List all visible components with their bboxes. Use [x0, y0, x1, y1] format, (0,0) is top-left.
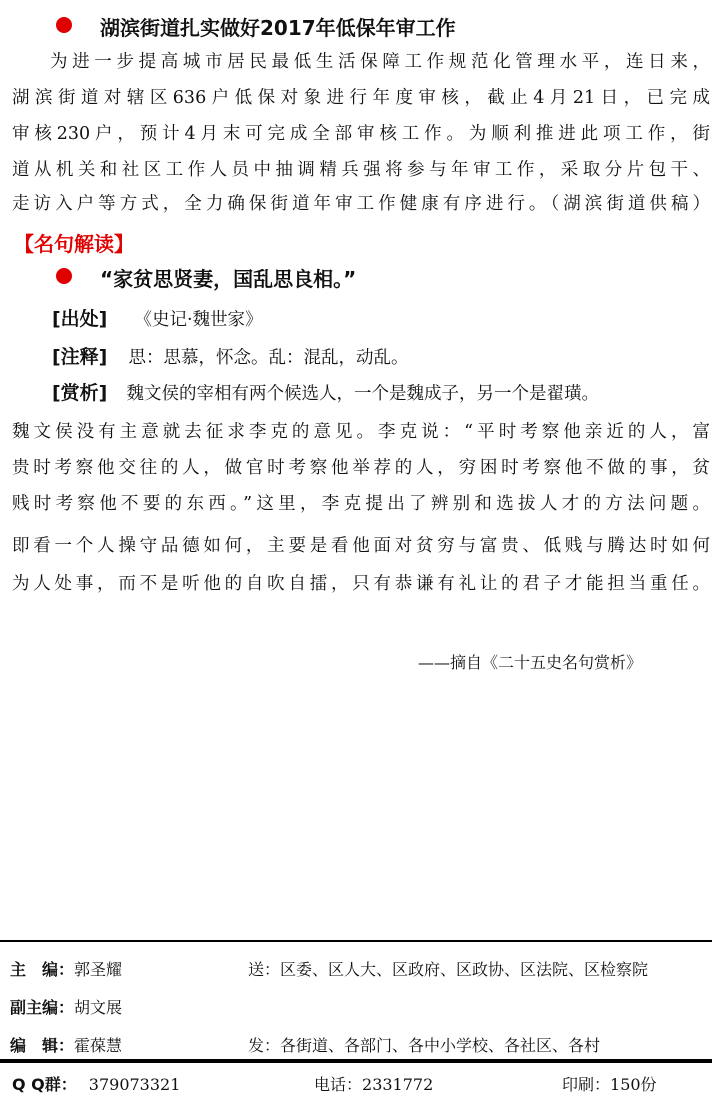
qq-number: 379073321: [88, 1075, 181, 1094]
qq-label: Q Q群：: [12, 1075, 77, 1094]
editor-name: 霍葆慧: [74, 1036, 123, 1055]
phone: [314, 1072, 433, 1095]
notes-row: [52, 342, 712, 369]
chief-editor-label: 主 编：: [10, 960, 75, 979]
news-line: 走访入户等方式，全力确保街道年审工作健康有序进行。（湖滨街道供稿）: [12, 194, 710, 214]
print-label: 印刷：: [562, 1075, 611, 1094]
origin-text: 《史记·魏世家》: [134, 310, 263, 330]
send-to: [248, 957, 648, 980]
chief-editor: [10, 957, 122, 980]
phone-number: 2331772: [362, 1075, 434, 1094]
news-line: 湖滨街道对辖区636户低保对象进行年度审核，截止4月21日，已完成: [12, 88, 710, 108]
analysis-line: 魏文侯没有主意就去征求李克的意见。李克说：“平时考察他亲近的人，富: [12, 422, 710, 442]
analysis-line: 为人处事，而不是听他的自吹自擂，只有恭谦有礼让的君子才能担当重任。: [12, 574, 710, 594]
news-line: 为进一步提高城市居民最低生活保障工作规范化管理水平，连日来，: [50, 52, 710, 72]
analysis-text: 魏文侯的宰相有两个候选人，一个是魏成子，另一个是翟璜。: [126, 384, 599, 404]
issue-list: 各街道、各部门、各中小学校、各社区、各村: [280, 1036, 601, 1055]
analysis-row: [52, 378, 712, 405]
send-label: 送：: [248, 960, 281, 979]
footer-top-rule: [0, 940, 712, 942]
deputy-editor-label: 副主编：: [10, 998, 75, 1017]
issue-label: 发：: [248, 1036, 281, 1055]
editor: [10, 1033, 122, 1056]
analysis-line: 贱时考察他不要的东西。”这里，李克提出了辨别和选拔人才的方法问题。: [12, 494, 710, 514]
print-value: 150份: [610, 1075, 657, 1094]
notes-text: 思：思慕，怀念。乱：混乱，动乱。: [128, 348, 409, 368]
deputy-editor: [10, 995, 122, 1018]
news-line: 审核230户，预计4月末可完成全部审核工作。为顺利推进此项工作，街: [12, 124, 710, 144]
origin-label: [出处]: [52, 308, 108, 330]
phone-label: 电话：: [314, 1075, 363, 1094]
bullet-icon: [56, 17, 72, 33]
origin-row: [52, 304, 712, 331]
news-title: 湖滨街道扎实做好2017年低保年审工作: [100, 16, 456, 40]
analysis-label: [赏析]: [52, 382, 108, 404]
editor-label: 编 辑：: [10, 1036, 75, 1055]
bullet-icon: [56, 268, 72, 284]
news-line: 道从机关和社区工作人员中抽调精兵强将参与年审工作，采取分片包干、: [12, 160, 710, 180]
section-title: 【名句解读】: [14, 232, 134, 256]
chief-editor-name: 郭圣耀: [74, 960, 123, 979]
footer-bottom-rule: [0, 1059, 712, 1063]
notes-label: [注释]: [52, 346, 108, 368]
issue-to: [248, 1033, 600, 1056]
quote-text: “家贫思贤妻，国乱思良相。”: [100, 267, 357, 291]
analysis-line: 贵时考察他交往的人，做官时考察他举荐的人，穷困时考察他不做的事，贫: [12, 458, 710, 478]
print-count: [562, 1072, 657, 1095]
qq-group: [12, 1072, 180, 1095]
send-list: 区委、区人大、区政府、区政协、区法院、区检察院: [280, 960, 649, 979]
deputy-editor-name: 胡文展: [74, 998, 123, 1017]
quote-source: ——摘自《二十五史名句赏析》: [417, 653, 642, 672]
analysis-line: 即看一个人操守品德如何，主要是看他面对贫穷与富贵、低贱与腾达时如何: [12, 536, 710, 556]
